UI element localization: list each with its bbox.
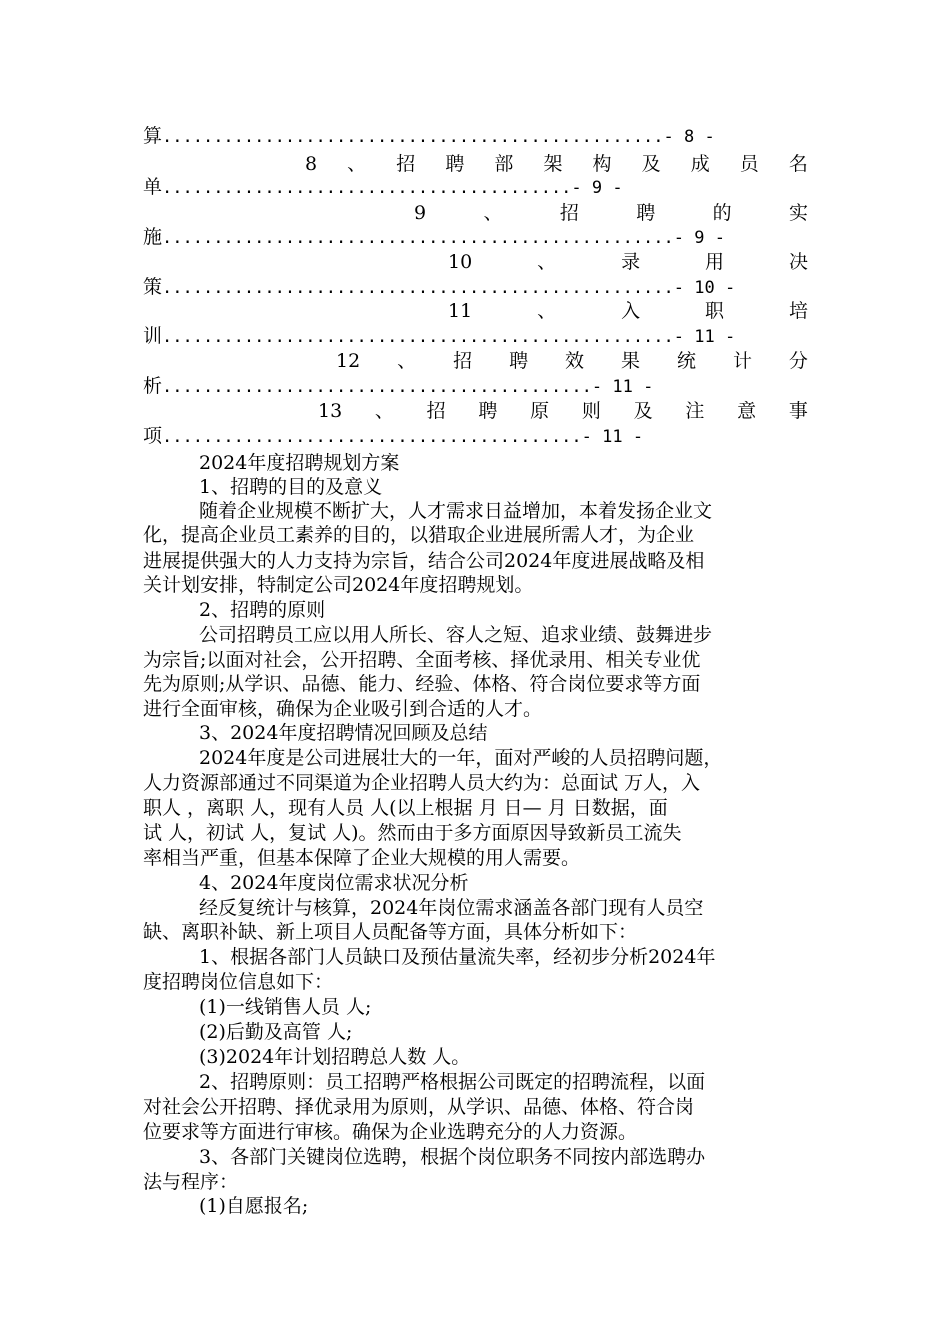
- paragraph-line: 2024年度是公司进展壮大的一年，面对严峻的人员招聘问题，: [199, 747, 723, 769]
- paragraph-line: 职人 ，离职 人，现有人员 人(以上根据 月 日— 月 日数据，面: [143, 797, 668, 819]
- toc-entry-tail: 施..................................................- 9 -: [143, 226, 725, 248]
- paragraph-line: 随着企业规模不断扩大，人才需求日益增加，本着发扬企业文: [199, 500, 713, 522]
- paragraph-line: 为宗旨;以面对社会，公开招聘、全面考核、择优录用、相关专业优: [143, 649, 701, 671]
- section-heading: 3、2024年度招聘情况回顾及总结: [199, 722, 488, 744]
- paragraph-line: 经反复统计与核算，2024年岗位需求涵盖各部门现有人员空: [199, 897, 704, 919]
- toc-entry-head: 11 、 入 职 培: [448, 300, 808, 322]
- paragraph-line: 对社会公开招聘、择优录用为原则，从学识、品德、体格、符合岗: [143, 1096, 695, 1118]
- paragraph-line: 进行全面审核，确保为企业吸引到合适的人才。: [143, 698, 543, 720]
- paragraph-line: 法与程序：: [143, 1171, 239, 1193]
- paragraph-line: 试 人，初试 人，复试 人)。然而由于多方面原因导致新员工流失: [143, 822, 682, 844]
- toc-entry-head: 10 、 录 用 决: [448, 251, 808, 273]
- list-item: (2)后勤及高管 人;: [199, 1021, 353, 1043]
- section-heading: 4、2024年度岗位需求状况分析: [199, 872, 469, 894]
- paragraph-line: 1、根据各部门人员缺口及预估量流失率，经初步分析2024年: [199, 946, 716, 968]
- list-item: (1)自愿报名;: [199, 1195, 309, 1217]
- paragraph-line: 位要求等方面进行审核。确保为企业选聘充分的人力资源。: [143, 1121, 638, 1143]
- paragraph-line: 先为原则;从学识、品德、能力、经验、体格、符合岗位要求等方面: [143, 673, 701, 695]
- toc-entry-head: 8 、 招 聘 部 架 构 及 成 员 名: [305, 153, 808, 175]
- paragraph-line: 化，提高企业员工素养的目的，以猎取企业进展所需人才，为企业: [143, 524, 695, 546]
- toc-entry-tail: 析..........................................- 11 -: [143, 375, 654, 397]
- section-heading: 1、招聘的目的及意义: [199, 476, 383, 498]
- paragraph-line: 度招聘岗位信息如下：: [143, 971, 334, 993]
- list-item: (1)一线销售人员 人;: [199, 996, 372, 1018]
- paragraph-line: 进展提供强大的人力支持为宗旨，结合公司2024年度进展战略及相: [143, 550, 705, 572]
- paragraph-line: 2、招聘原则：员工招聘严格根据公司既定的招聘流程，以面: [199, 1071, 706, 1093]
- paragraph-line: 人力资源部通过不同渠道为企业招聘人员大约为：总面试 万人，入: [143, 772, 701, 794]
- paragraph-line: 率相当严重，但基本保障了企业大规模的用人需要。: [143, 847, 581, 869]
- paragraph-line: 缺、离职补缺、新上项目人员配备等方面，具体分析如下：: [143, 921, 638, 943]
- toc-entry-head: 12 、 招 聘 效 果 统 计 分: [336, 350, 808, 372]
- paragraph-line: 关计划安排，特制定公司2024年度招聘规划。: [143, 574, 534, 596]
- document-title: 2024年度招聘规划方案: [199, 452, 400, 474]
- toc-entry-tail: 策..................................................- 10 -: [143, 276, 736, 298]
- toc-entry-tail: 单........................................- 9 -: [143, 176, 623, 198]
- paragraph-line: 3、各部门关键岗位选聘，根据个岗位职务不同按内部选聘办: [199, 1146, 706, 1168]
- toc-entry-tail: 训..................................................- 11 -: [143, 325, 736, 347]
- section-heading: 2、招聘的原则: [199, 599, 326, 621]
- toc-entry-tail: 项.........................................- 11 -: [143, 425, 644, 447]
- list-item: (3)2024年计划招聘总人数 人。: [199, 1046, 471, 1068]
- toc-entry-head: 9 、 招 聘 的 实: [414, 202, 808, 224]
- toc-entry-tail: 算.................................................- 8 -: [143, 125, 715, 147]
- paragraph-line: 公司招聘员工应以用人所长、容人之短、追求业绩、鼓舞进步: [199, 624, 713, 646]
- toc-entry-head: 13 、 招 聘 原 则 及 注 意 事: [318, 400, 808, 422]
